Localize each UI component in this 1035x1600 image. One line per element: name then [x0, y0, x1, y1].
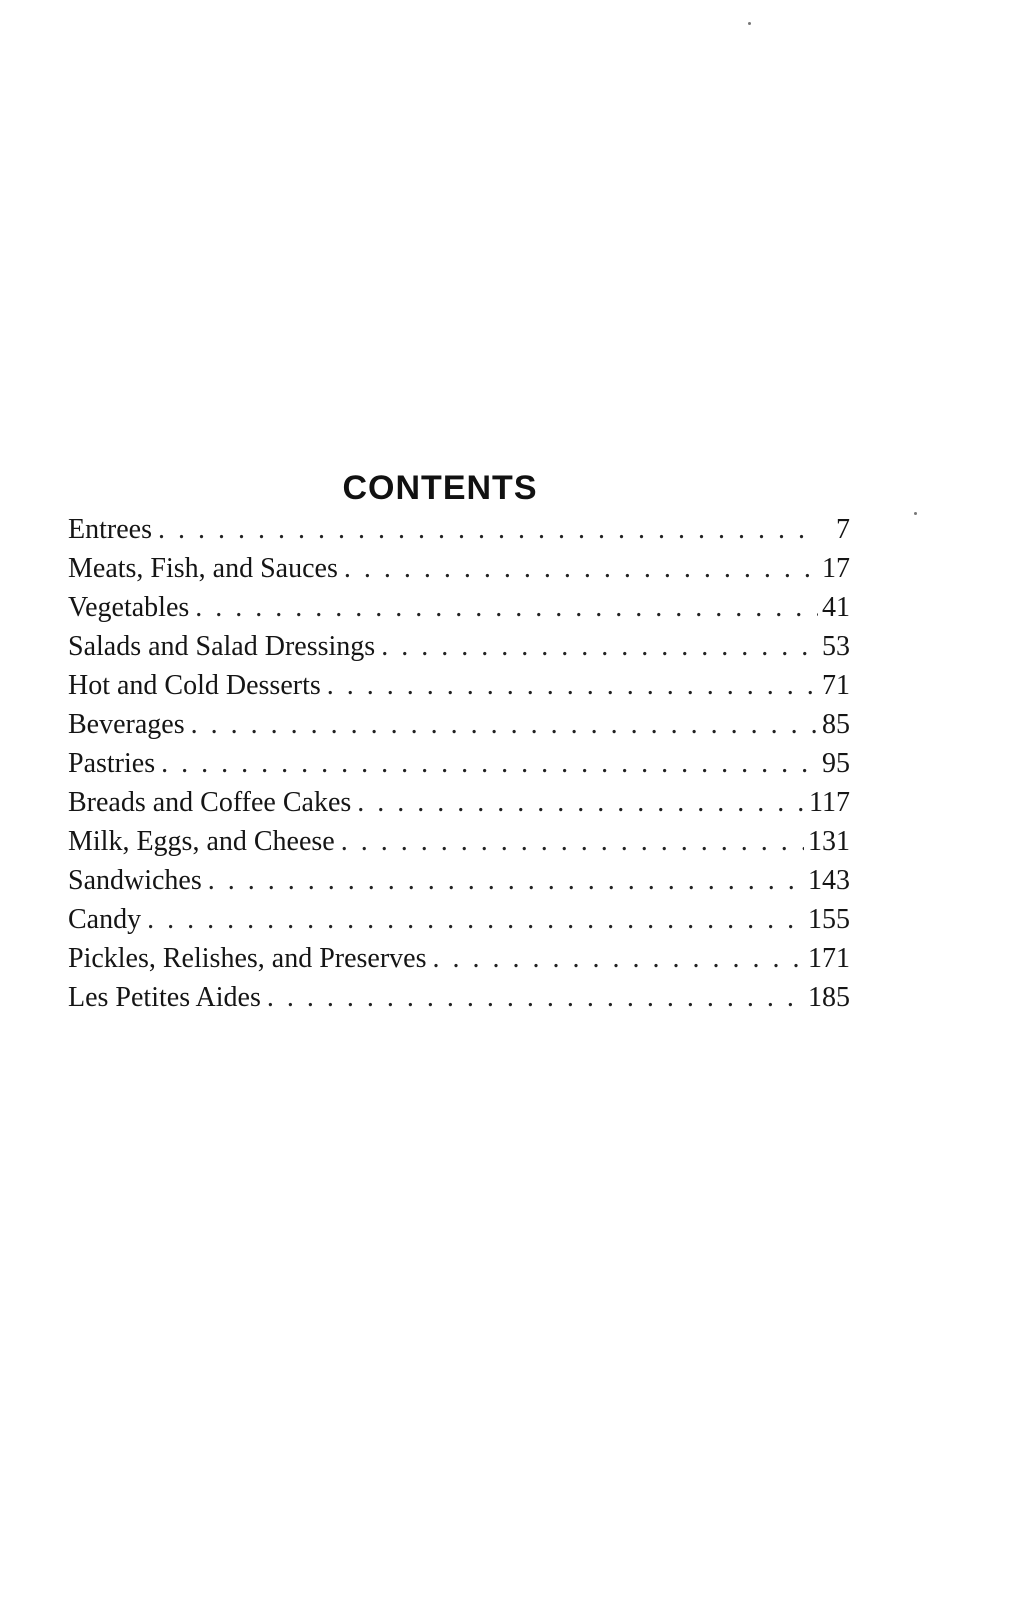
- toc-entry-page: 171: [808, 943, 850, 974]
- toc-entry-page: 95: [822, 748, 850, 779]
- toc-entry-page: 185: [808, 982, 850, 1013]
- toc-entry-title: Les Petites Aides: [68, 982, 261, 1013]
- paper-speck: [748, 22, 751, 25]
- toc-entry-pastries[interactable]: [68, 744, 850, 783]
- toc-entry-petites-aides[interactable]: [68, 978, 850, 1017]
- toc-entry-title: Hot and Cold Desserts: [68, 670, 321, 701]
- toc-entry-pickles[interactable]: [68, 939, 850, 978]
- toc-entry-desserts[interactable]: [68, 666, 850, 705]
- toc-entry-title: Beverages: [68, 709, 185, 740]
- dot-leader: [341, 822, 804, 861]
- toc-entry-beverages[interactable]: [68, 705, 850, 744]
- dot-leader: [433, 939, 805, 978]
- toc-entry-title: Milk, Eggs, and Cheese: [68, 826, 335, 857]
- contents-heading: CONTENTS: [342, 468, 538, 507]
- toc-entry-meats-fish-sauces[interactable]: [68, 549, 850, 588]
- dot-leader: [195, 588, 818, 627]
- toc-entry-milk-eggs-cheese[interactable]: [68, 822, 850, 861]
- toc-entry-vegetables[interactable]: [68, 588, 850, 627]
- dot-leader: [267, 978, 804, 1017]
- toc-entry-page: 85: [822, 709, 850, 740]
- toc-entry-title: Sandwiches: [68, 865, 202, 896]
- table-of-contents: [68, 510, 850, 1017]
- toc-entry-page: 41: [822, 592, 850, 623]
- dot-leader: [191, 705, 818, 744]
- toc-entry-candy[interactable]: [68, 900, 850, 939]
- toc-entry-title: Vegetables: [68, 592, 190, 623]
- dot-leader: [158, 510, 818, 549]
- dot-leader: [161, 744, 818, 783]
- toc-entry-page: 17: [822, 553, 850, 584]
- toc-entry-title: Salads and Salad Dressings: [68, 631, 376, 662]
- dot-leader: [327, 666, 818, 705]
- toc-entry-page: 143: [808, 865, 850, 896]
- toc-entry-title: Breads and Coffee Cakes: [68, 787, 352, 818]
- toc-entry-title: Meats, Fish, and Sauces: [68, 553, 338, 584]
- toc-entry-title: Pastries: [68, 748, 156, 779]
- toc-entry-page: 117: [809, 787, 850, 818]
- dot-leader: [357, 783, 805, 822]
- dot-leader: [147, 900, 804, 939]
- toc-entry-title: Pickles, Relishes, and Preserves: [68, 943, 427, 974]
- toc-entry-sandwiches[interactable]: [68, 861, 850, 900]
- toc-entry-page: 53: [822, 631, 850, 662]
- toc-entry-page: 71: [822, 670, 850, 701]
- toc-entry-page: 131: [808, 826, 850, 857]
- toc-entry-breads[interactable]: [68, 783, 850, 822]
- paper-speck: [914, 512, 917, 515]
- dot-leader: [208, 861, 804, 900]
- toc-entry-salads[interactable]: [68, 627, 850, 666]
- toc-entry-page: 155: [808, 904, 850, 935]
- toc-entry-page: 7: [836, 514, 850, 545]
- dot-leader: [344, 549, 818, 588]
- toc-entry-entrees[interactable]: [68, 510, 850, 549]
- toc-entry-title: Entrees: [68, 514, 152, 545]
- dot-leader: [381, 627, 818, 666]
- toc-entry-title: Candy: [68, 904, 142, 935]
